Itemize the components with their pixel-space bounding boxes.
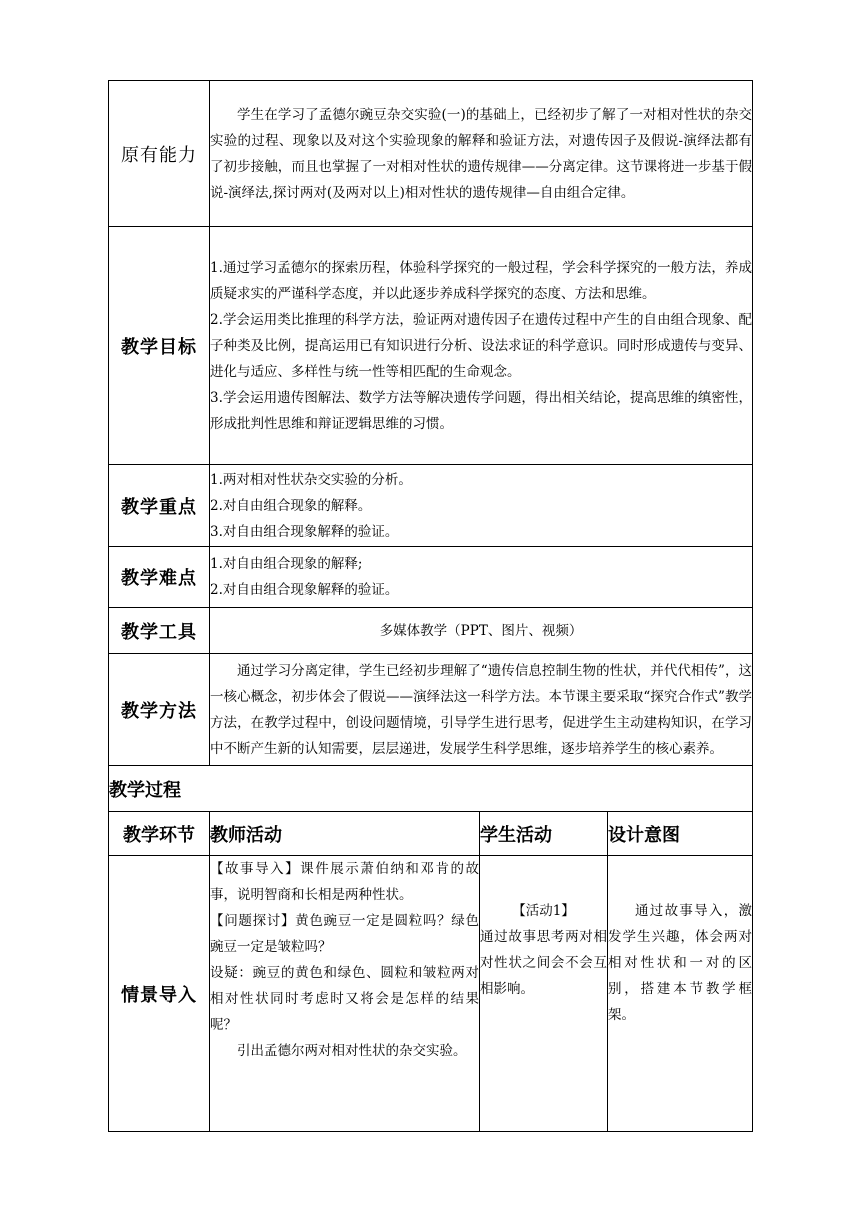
difficulties-label: 教学难点	[109, 547, 210, 608]
goal-item: 2.学会运用类比推理的科学方法，验证两对遗传因子在遗传过程中产生的自由组合现象、配子种类及比例，提高运用已有知识进行分析、设法求证的科学意识。同时形成遗传与变异、进化与适应、多样性与统一性等相匹配的生命观念。	[210, 311, 752, 380]
row-key-points	[109, 465, 753, 547]
row-process-title	[109, 766, 753, 812]
row-difficulties	[109, 547, 753, 608]
row-methods	[109, 654, 753, 766]
student-activity-title: 【活动1】	[512, 903, 575, 919]
ability-label: 原有能力	[109, 81, 210, 227]
goal-item: 1.通过学习孟德尔的探索历程，体验科学探究的一般过程，学会科学探究的一般方法，养成质疑求实的严谨科学态度，并以此逐步养成科学探究的态度、方法和思维。	[210, 259, 752, 302]
stage-label: 情景导入	[109, 856, 210, 1132]
key-point-item: 1.两对相对性状杂交实验的分析。	[210, 471, 412, 488]
design-intent-text: 通过故事导入，激发学生兴趣，体会两对相对性状和一对的区别，搭建本节教学框架。	[608, 903, 752, 1023]
tools-label: 教学工具	[109, 608, 210, 654]
row-goals	[109, 227, 753, 465]
process-title: 教学过程	[109, 766, 753, 812]
difficulty-item: 1.对自由组合现象的解释;	[210, 556, 363, 572]
teacher-activity-item: 设疑：豌豆的黄色和绿色、圆粒和皱粒两对相对性状同时考虑时又将会是怎样的结果呢？	[210, 965, 479, 1033]
difficulty-item: 2.对自由组合现象解释的验证。	[210, 582, 399, 598]
row-process-intro	[109, 856, 753, 1132]
row-ability	[109, 81, 753, 227]
header-teacher: 教师活动	[210, 812, 480, 856]
teacher-activity-item: 【故事导入】课件展示萧伯纳和邓肯的故事，说明智商和长相是两种性状。	[210, 861, 479, 903]
teacher-activity-item: 引出孟德尔两对相对性状的杂交实验。	[237, 1043, 467, 1059]
row-process-headers	[109, 812, 753, 856]
lesson-plan-table	[108, 80, 753, 1132]
goals-label: 教学目标	[109, 227, 210, 465]
key-points-label: 教学重点	[109, 465, 210, 547]
goal-item: 3.学会运用遗传图解法、数学方法等解决遗传学问题，得出相关结论，提高思维的缜密性，形成批判性思维和辩证逻辑思维的习惯。	[210, 389, 752, 432]
ability-text: 学生在学习了孟德尔豌豆杂交实验(一)的基础上，已经初步了解了一对相对性状的杂交实验的过程、现象以及对这个实验现象的解释和验证方法，对遗传因子及假说-演绎法都有了初步接触，而且也掌握了一对相对性状的遗传规律——分离定律。这节课将进一步基于假说-演绎法,探讨两对(及两对以上)相对性状的遗传规律—自由组合定律。	[210, 106, 752, 201]
tools-text: 多媒体教学（PPT、图片、视频）	[210, 608, 753, 654]
header-student: 学生活动	[480, 812, 608, 856]
teacher-activity-item: 【问题探讨】黄色豌豆一定是圆粒吗？绿色豌豆一定是皱粒吗？	[210, 913, 479, 955]
key-point-item: 2.对自由组合现象的解释。	[210, 497, 372, 514]
header-intent: 设计意图	[608, 812, 753, 856]
student-activity-text: 通过故事思考两对相对性状之间会不会互相影响。	[480, 929, 607, 997]
key-point-item: 3.对自由组合现象解释的验证。	[210, 523, 399, 540]
methods-text: 通过学习分离定律，学生已经初步理解了“遗传信息控制生物的性状，并代代相传”，这一核心概念，初步体会了假说——演绎法这一科学方法。本节课主要采取“探究合作式”教学方法，在教学过程中，创设问题情境，引导学生进行思考，促进学生主动建构知识，在学习中不断产生新的认知需要，层层递进，发展学生科学思维，逐步培养学生的核心素养。	[210, 662, 752, 757]
row-tools	[109, 608, 753, 654]
methods-label: 教学方法	[109, 654, 210, 766]
header-stage: 教学环节	[109, 812, 210, 856]
